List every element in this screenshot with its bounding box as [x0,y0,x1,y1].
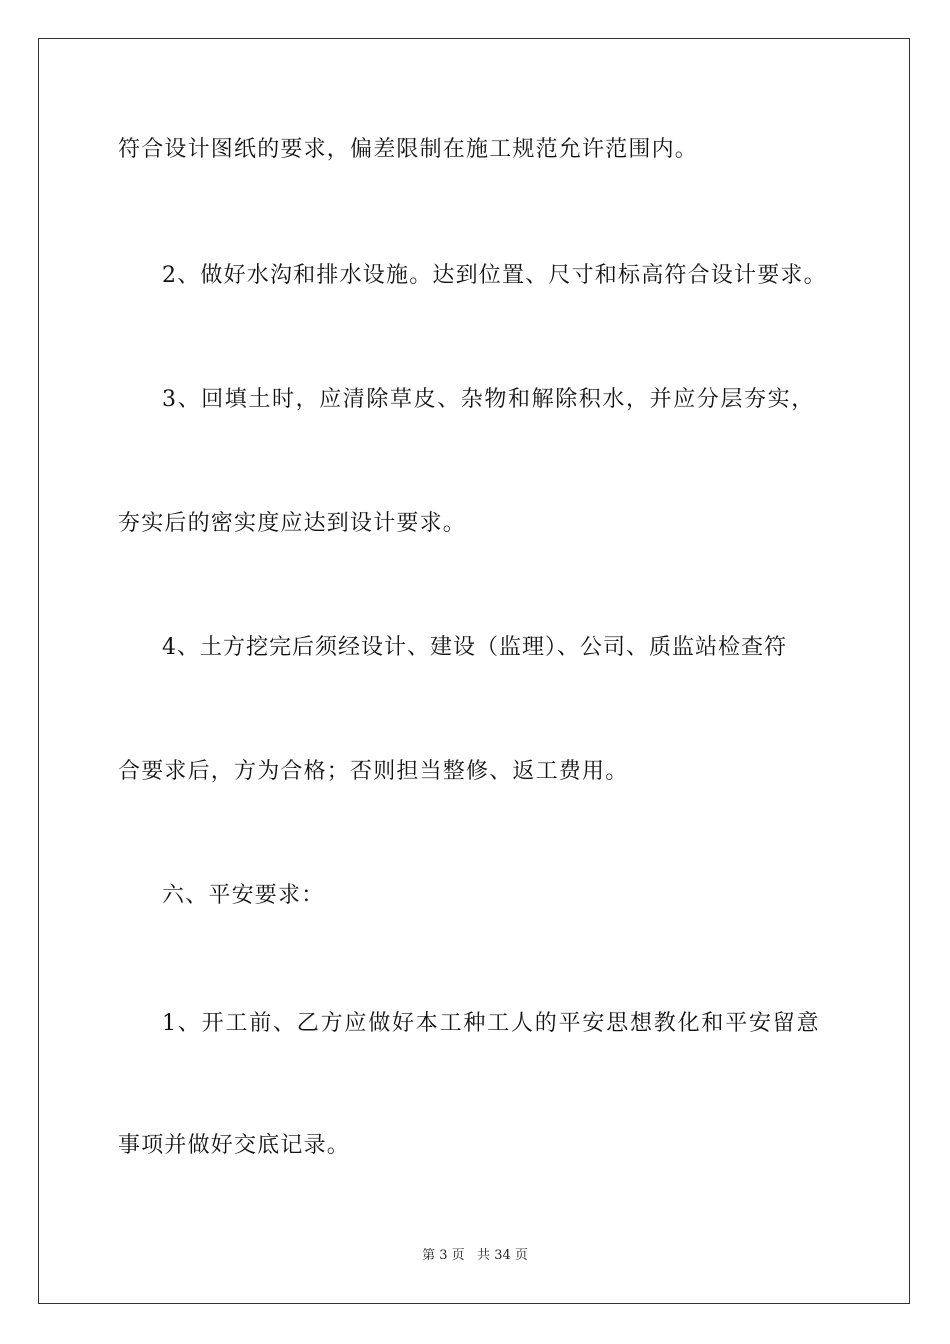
body-text-line: 3、回填土时，应清除草皮、杂物和解除积水，并应分层夯实， [162,387,815,412]
body-text-line: 1、开工前、乙方应做好本工种工人的平安思想教化和平安留意 [162,1011,821,1036]
body-text-line: 符合设计图纸的要求，偏差限制在施工规范允许范围内。 [118,137,699,162]
body-text-line: 事项并做好交底记录。 [118,1133,351,1158]
body-text-line: 2、做好水沟和排水设施。达到位置、尺寸和标高符合设计要求。 [162,263,827,288]
body-text-line: 合要求后，方为合格；否则担当整修、返工费用。 [118,759,629,784]
page-number-footer: 第 3 页 共 34 页 [422,1248,528,1263]
body-text-line: 夯实后的密实度应达到设计要求。 [118,511,467,536]
section-heading: 六、平安要求： [162,883,325,908]
body-text-line: 4、土方挖完后须经设计、建设（监理）、公司、质监站检查符 [162,635,787,660]
page-border [38,38,910,1304]
